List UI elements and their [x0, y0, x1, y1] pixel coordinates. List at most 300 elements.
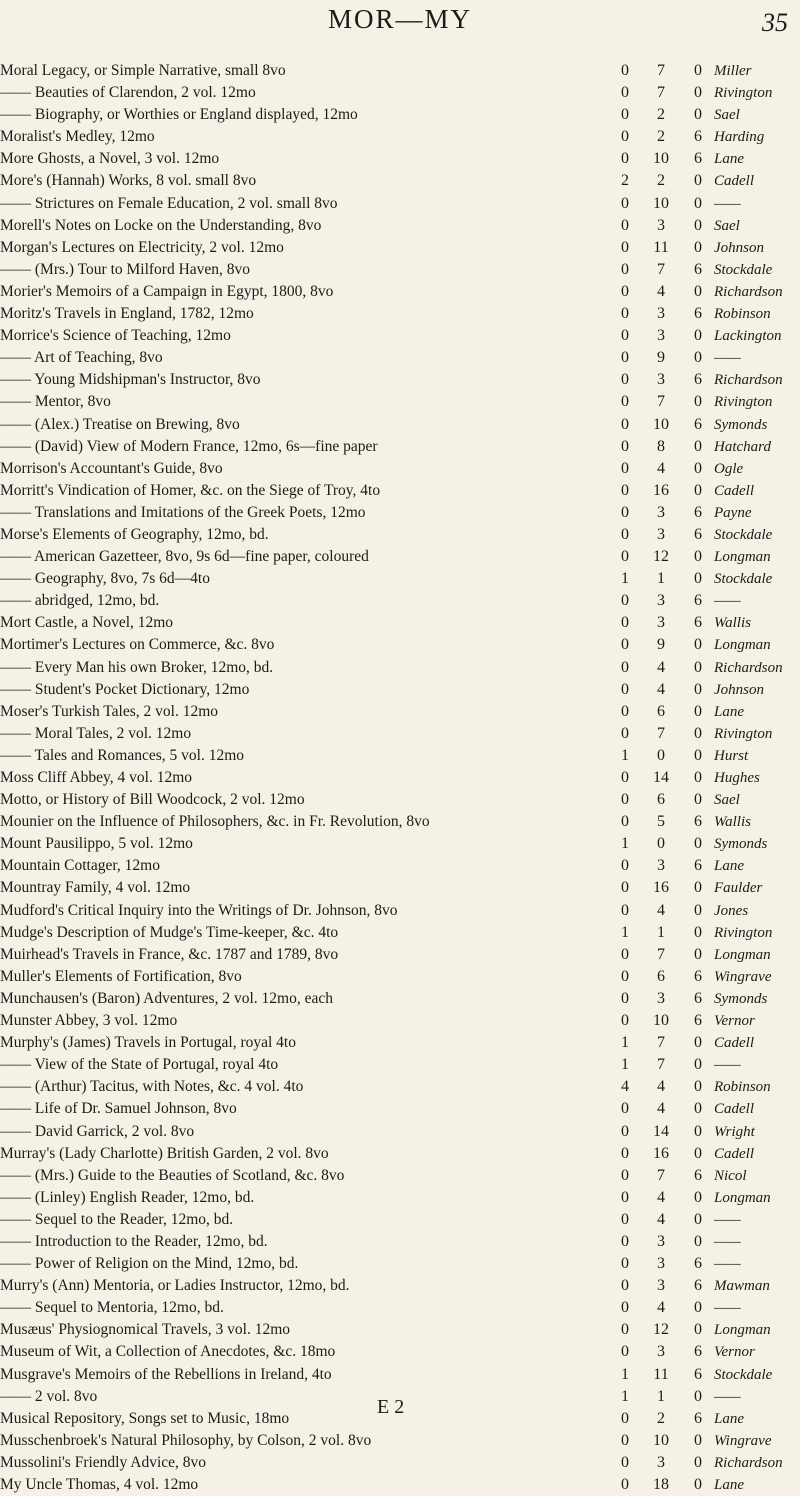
price-pence: 0 [694, 746, 702, 764]
price-shillings: 4 [657, 680, 665, 698]
publisher-name: Cadell [714, 1035, 754, 1052]
price-shillings: 4 [657, 901, 665, 919]
catalogue-entry [0, 767, 800, 789]
publisher-name: Longman [714, 549, 771, 566]
entry-title: Moritz's Travels in England, 1782, 12mo [0, 305, 254, 323]
entry-title: Munchausen's (Baron) Adventures, 2 vol. 12mo, each [0, 989, 333, 1007]
price-pence: 0 [694, 238, 702, 256]
catalogue-entry [0, 1121, 800, 1143]
price-pence: 6 [694, 813, 702, 831]
price-pence: 0 [694, 636, 702, 654]
catalogue-entry [0, 922, 800, 944]
price-pence: 0 [694, 901, 702, 919]
publisher-name: Cadell [714, 1145, 754, 1162]
publisher-name: Symonds [714, 990, 768, 1007]
price-shillings: 7 [657, 945, 665, 963]
price-pence: 6 [694, 614, 702, 632]
price-pounds: 0 [621, 1476, 629, 1493]
price-pence: 0 [694, 481, 702, 499]
price-shillings: 4 [657, 282, 665, 300]
entry-title: Munster Abbey, 3 vol. 12mo [0, 1012, 178, 1030]
price-pounds: 0 [621, 415, 629, 433]
catalogue-entry [0, 546, 800, 568]
catalogue-entry [0, 480, 800, 502]
publisher-name: Faulder [714, 880, 763, 897]
price-pence: 0 [694, 1078, 702, 1096]
price-pounds: 0 [621, 1144, 629, 1162]
entry-title: —— View of the State of Portugal, royal 4to [0, 1056, 279, 1074]
price-shillings: 3 [657, 989, 665, 1007]
publisher-name: Rivington [714, 924, 773, 941]
price-pence: 6 [694, 305, 702, 323]
publisher-name: Richardson [714, 372, 783, 389]
price-shillings: 4 [657, 1078, 665, 1096]
entry-title: Murray's (Lady Charlotte) British Garden, 2 vol. 8vo [0, 1144, 329, 1162]
page-header [0, 0, 800, 50]
catalogue-entry [0, 281, 800, 303]
entry-title: Moral Legacy, or Simple Narrative, small 8vo [0, 62, 286, 79]
price-pence: 6 [694, 1166, 702, 1184]
publisher-name: Cadell [714, 1101, 754, 1118]
catalogue-entry [0, 148, 800, 170]
catalogue-entry [0, 988, 800, 1010]
publisher-name: Hatchard [714, 438, 771, 455]
page-number: 35 [762, 8, 788, 37]
price-pence: 6 [694, 1409, 702, 1427]
catalogue-entry [0, 811, 800, 833]
entry-title: Muirhead's Travels in France, &c. 1787 and 1789, 8vo [0, 945, 339, 963]
price-pounds: 0 [621, 791, 629, 809]
publisher-name: Nicol [714, 1167, 747, 1184]
price-pounds: 0 [621, 1255, 629, 1273]
price-pounds: 0 [621, 1100, 629, 1118]
price-pence: 0 [694, 1299, 702, 1317]
publisher-name: Stockdale [714, 571, 773, 588]
catalogue-entry [0, 877, 800, 899]
price-pounds: 0 [621, 769, 629, 786]
price-pence: 0 [694, 172, 702, 190]
catalogue-entry [0, 1054, 800, 1076]
price-pence: 0 [694, 548, 702, 566]
price-pounds: 0 [621, 62, 629, 79]
publisher-name: —— [714, 593, 741, 610]
price-shillings: 6 [657, 967, 665, 985]
price-pounds: 2 [621, 172, 629, 190]
entry-title: —— (Mrs.) Guide to the Beauties of Scotland, &c. 8vo [0, 1166, 345, 1184]
price-shillings: 7 [657, 724, 665, 742]
price-shillings: 7 [657, 1034, 665, 1052]
catalogue-entry [0, 259, 800, 281]
entry-title: Muller's Elements of Fortification, 8vo [0, 967, 242, 985]
price-pounds: 0 [621, 989, 629, 1007]
price-pence: 6 [694, 1277, 702, 1295]
publisher-name: —— [714, 195, 741, 212]
publisher-name: —— [714, 1388, 741, 1405]
price-shillings: 7 [657, 1166, 665, 1184]
price-pounds: 0 [621, 1343, 629, 1361]
price-pence: 0 [694, 923, 702, 941]
price-pounds: 0 [621, 282, 629, 300]
publisher-name: Stockdale [714, 526, 773, 543]
price-shillings: 16 [653, 879, 669, 897]
publisher-name: Wingrave [714, 968, 772, 985]
price-shillings: 1 [657, 923, 665, 941]
price-pence: 0 [694, 1321, 702, 1339]
price-shillings: 2 [657, 106, 665, 124]
publisher-name: Vernor [714, 1013, 755, 1030]
entry-title: —— Power of Religion on the Mind, 12mo, bd. [0, 1255, 299, 1273]
publisher-name: Rivington [714, 85, 773, 102]
price-pounds: 1 [621, 746, 629, 764]
entry-title: Morell's Notes on Locke on the Understanding, 8vo [0, 216, 322, 234]
price-pence: 0 [694, 1144, 702, 1162]
entry-title: —— Biography, or Worthies or England displayed, 12mo [0, 106, 358, 124]
entry-title: Musical Repository, Songs set to Music, 18mo [0, 1409, 290, 1427]
price-pence: 6 [694, 1012, 702, 1030]
catalogue-entry [0, 634, 800, 656]
entry-title: Murphy's (James) Travels in Portugal, royal 4to [0, 1034, 296, 1052]
catalogue-entry [0, 1253, 800, 1275]
catalogue-entry [0, 303, 800, 325]
catalogue-entry [0, 170, 800, 192]
price-pence: 0 [694, 945, 702, 963]
price-pence: 6 [694, 525, 702, 543]
price-pence: 0 [694, 769, 702, 786]
price-pence: 0 [694, 327, 702, 345]
price-shillings: 0 [657, 835, 665, 853]
price-shillings: 12 [653, 1321, 669, 1339]
price-pounds: 0 [621, 1409, 629, 1427]
price-pence: 6 [694, 989, 702, 1007]
catalogue-entry [0, 1209, 800, 1231]
catalogue-entry [0, 60, 800, 82]
price-pence: 0 [694, 879, 702, 897]
price-shillings: 2 [657, 1409, 665, 1427]
catalogue-entry [0, 1474, 800, 1496]
publisher-name: Longman [714, 1189, 771, 1206]
price-pence: 0 [694, 1056, 702, 1074]
entry-title: —— Young Midshipman's Instructor, 8vo [0, 371, 261, 389]
publisher-name: Lane [714, 858, 744, 875]
entry-title: Mountray Family, 4 vol. 12mo [0, 879, 191, 897]
price-shillings: 3 [657, 305, 665, 323]
price-pence: 6 [694, 967, 702, 985]
catalogue-entry [0, 1032, 800, 1054]
entry-title: Musæus' Physiognomical Travels, 3 vol. 12mo [0, 1321, 291, 1339]
publisher-name: —— [714, 1211, 741, 1228]
price-pounds: 0 [621, 1210, 629, 1228]
printer-signature: E 2 [377, 1396, 405, 1418]
publisher-name: Robinson [714, 306, 771, 323]
price-pence: 6 [694, 150, 702, 168]
catalogue-entry [0, 458, 800, 480]
price-pounds: 0 [621, 680, 629, 698]
entry-title: —— David Garrick, 2 vol. 8vo [0, 1122, 195, 1140]
price-pence: 0 [694, 1034, 702, 1052]
price-shillings: 14 [653, 769, 669, 786]
publisher-name: Miller [714, 63, 752, 79]
entry-title: —— Strictures on Female Education, 2 vol. small 8vo [0, 194, 338, 212]
price-pence: 0 [694, 1122, 702, 1140]
price-pounds: 0 [621, 813, 629, 831]
entry-title: —— (Arthur) Tacitus, with Notes, &c. 4 vol. 4to [0, 1078, 304, 1096]
catalogue-entry [0, 414, 800, 436]
entry-title: Morrice's Science of Teaching, 12mo [0, 327, 231, 345]
price-pence: 0 [694, 1232, 702, 1250]
price-shillings: 1 [657, 1387, 665, 1405]
price-pounds: 0 [621, 1321, 629, 1339]
price-pounds: 0 [621, 1012, 629, 1030]
price-shillings: 5 [657, 813, 665, 831]
catalogue-entry [0, 1098, 800, 1120]
catalogue-entry [0, 1430, 800, 1452]
price-shillings: 18 [653, 1476, 669, 1493]
entry-title: —— Sequel to Mentoria, 12mo, bd. [0, 1299, 224, 1317]
catalogue-entry [0, 900, 800, 922]
price-pounds: 0 [621, 636, 629, 654]
entry-title: Morritt's Vindication of Homer, &c. on the Siege of Troy, 4to [0, 481, 381, 499]
price-shillings: 6 [657, 791, 665, 809]
publisher-name: Longman [714, 946, 771, 963]
entry-title: Morse's Elements of Geography, 12mo, bd. [0, 525, 269, 543]
price-pence: 0 [694, 702, 702, 720]
catalogue-entry [0, 944, 800, 966]
price-shillings: 8 [657, 437, 665, 455]
price-shillings: 3 [657, 1453, 665, 1471]
price-pounds: 1 [621, 1387, 629, 1405]
price-pounds: 4 [621, 1078, 629, 1096]
price-pounds: 0 [621, 349, 629, 367]
price-shillings: 16 [653, 1144, 669, 1162]
price-pounds: 0 [621, 150, 629, 168]
price-shillings: 10 [653, 150, 669, 168]
price-shillings: 2 [657, 172, 665, 190]
publisher-name: Lane [714, 703, 744, 720]
price-shillings: 3 [657, 525, 665, 543]
price-pence: 0 [694, 680, 702, 698]
entry-title: —— (Alex.) Treatise on Brewing, 8vo [0, 415, 240, 433]
catalogue-entries [0, 60, 800, 1493]
catalogue-entry [0, 325, 800, 347]
catalogue-entry [0, 1231, 800, 1253]
catalogue-entry [0, 1076, 800, 1098]
publisher-name: Stockdale [714, 261, 773, 278]
price-shillings: 0 [657, 746, 665, 764]
price-pounds: 1 [621, 1365, 629, 1383]
price-pence: 0 [694, 216, 702, 234]
entry-title: —— Tales and Romances, 5 vol. 12mo [0, 746, 245, 764]
price-shillings: 4 [657, 1100, 665, 1118]
price-pence: 6 [694, 1365, 702, 1383]
price-shillings: 4 [657, 1188, 665, 1206]
price-pounds: 0 [621, 128, 629, 146]
entry-title: —— Art of Teaching, 8vo [0, 349, 163, 367]
entry-title: —— Every Man his own Broker, 12mo, bd. [0, 658, 274, 676]
price-pounds: 1 [621, 1034, 629, 1052]
catalogue-entry [0, 966, 800, 988]
entry-title: Moss Cliff Abbey, 4 vol. 12mo [0, 769, 193, 786]
catalogue-entry [0, 1452, 800, 1474]
publisher-name: Richardson [714, 1454, 783, 1471]
catalogue-entry [0, 237, 800, 259]
entry-title: More Ghosts, a Novel, 3 vol. 12mo [0, 150, 220, 168]
publisher-name: Wallis [714, 814, 751, 831]
price-shillings: 4 [657, 1210, 665, 1228]
publisher-name: —— [714, 1233, 741, 1250]
entry-title: —— Introduction to the Reader, 12mo, bd. [0, 1232, 268, 1250]
price-pence: 0 [694, 437, 702, 455]
price-pounds: 0 [621, 1299, 629, 1317]
price-pence: 6 [694, 592, 702, 610]
price-pounds: 0 [621, 901, 629, 919]
price-pounds: 0 [621, 548, 629, 566]
catalogue-entry [0, 369, 800, 391]
publisher-name: Richardson [714, 659, 783, 676]
publisher-name: Sael [714, 217, 740, 234]
publisher-name: Symonds [714, 836, 768, 853]
price-pence: 6 [694, 371, 702, 389]
price-shillings: 11 [653, 238, 669, 256]
entry-title: Murry's (Ann) Mentoria, or Ladies Instructor, 12mo, bd. [0, 1277, 350, 1295]
price-pence: 6 [694, 1255, 702, 1273]
price-pounds: 0 [621, 945, 629, 963]
entry-title: —— Mentor, 8vo [0, 393, 111, 411]
price-pence: 6 [694, 1343, 702, 1361]
price-pence: 0 [694, 349, 702, 367]
price-pence: 0 [694, 106, 702, 124]
publisher-name: Sael [714, 792, 740, 809]
catalogue-entry [0, 657, 800, 679]
entry-title: —— (David) View of Modern France, 12mo, 6s—fine paper [0, 437, 378, 455]
publisher-name: Ogle [714, 460, 744, 477]
price-shillings: 3 [657, 592, 665, 610]
entry-title: —— Moral Tales, 2 vol. 12mo [0, 724, 192, 742]
publisher-name: Longman [714, 637, 771, 654]
price-shillings: 3 [657, 1255, 665, 1273]
price-pounds: 0 [621, 1122, 629, 1140]
price-pounds: 0 [621, 592, 629, 610]
price-pence: 0 [694, 1188, 702, 1206]
price-pence: 0 [694, 459, 702, 477]
publisher-name: Mawman [714, 1278, 770, 1295]
entry-title: Motto, or History of Bill Woodcock, 2 vol. 12mo [0, 791, 305, 809]
catalogue-entry [0, 568, 800, 590]
publisher-name: Rivington [714, 725, 773, 742]
price-pence: 6 [694, 857, 702, 875]
catalogue-entry [0, 347, 800, 369]
catalogue-entry [0, 679, 800, 701]
publisher-name: Cadell [714, 173, 754, 190]
catalogue-entry [0, 524, 800, 546]
price-pence: 0 [694, 1100, 702, 1118]
publisher-name: Robinson [714, 1079, 771, 1096]
price-pence: 0 [694, 84, 702, 102]
price-pounds: 0 [621, 106, 629, 124]
publisher-name: Symonds [714, 416, 768, 433]
entry-title: Mounier on the Influence of Philosophers, &c. in Fr. Revolution, 8vo [0, 813, 430, 831]
price-shillings: 3 [657, 327, 665, 345]
publisher-name: Hurst [714, 747, 749, 764]
publisher-name: Lane [714, 1477, 744, 1493]
catalogue-entry [0, 612, 800, 634]
catalogue-entry [0, 193, 800, 215]
price-pounds: 0 [621, 459, 629, 477]
publisher-name: Johnson [714, 239, 764, 256]
price-pounds: 0 [621, 194, 629, 212]
entry-title: —— (Linley) English Reader, 12mo, bd. [0, 1188, 255, 1206]
catalogue-entry [0, 1297, 800, 1319]
price-pence: 0 [694, 1431, 702, 1449]
entry-title: Mount Pausilippo, 5 vol. 12mo [0, 835, 193, 853]
price-shillings: 3 [657, 1232, 665, 1250]
publisher-name: Johnson [714, 681, 764, 698]
catalogue-entry [0, 1319, 800, 1341]
entry-title: —— abridged, 12mo, bd. [0, 592, 160, 610]
catalogue-entry [0, 104, 800, 126]
publisher-name: Richardson [714, 283, 783, 300]
entry-title: Museum of Wit, a Collection of Anecdotes, &c. 18mo [0, 1343, 336, 1361]
catalogue-entry [0, 1275, 800, 1297]
catalogue-entry [0, 789, 800, 811]
price-pounds: 0 [621, 1453, 629, 1471]
price-pence: 6 [694, 260, 702, 278]
entry-title: Morrison's Accountant's Guide, 8vo [0, 459, 223, 477]
catalogue-entry [0, 502, 800, 524]
price-pounds: 0 [621, 216, 629, 234]
catalogue-entry [0, 436, 800, 458]
price-shillings: 7 [657, 393, 665, 411]
publisher-name: Lackington [714, 328, 782, 345]
price-shillings: 11 [653, 1365, 669, 1383]
price-pence: 0 [694, 1210, 702, 1228]
entry-title: Morier's Memoirs of a Campaign in Egypt, 1800, 8vo [0, 282, 334, 300]
price-pence: 0 [694, 835, 702, 853]
price-pounds: 1 [621, 1056, 629, 1074]
price-pounds: 0 [621, 1166, 629, 1184]
publisher-name: Lane [714, 151, 744, 168]
publisher-name: Sael [714, 107, 740, 124]
price-shillings: 3 [657, 503, 665, 521]
entry-title: Mussolini's Friendly Advice, 8vo [0, 1453, 207, 1471]
price-shillings: 3 [657, 857, 665, 875]
price-pence: 0 [694, 658, 702, 676]
price-shillings: 6 [657, 702, 665, 720]
price-shillings: 16 [653, 481, 669, 499]
price-pence: 0 [694, 194, 702, 212]
entry-title: Morgan's Lectures on Electricity, 2 vol. 12mo [0, 238, 284, 256]
price-pence: 0 [694, 393, 702, 411]
entry-title: Mountain Cottager, 12mo [0, 857, 160, 875]
price-shillings: 10 [653, 1012, 669, 1030]
publisher-name: Stockdale [714, 1366, 773, 1383]
entry-title: More's (Hannah) Works, 8 vol. small 8vo [0, 172, 257, 190]
price-pounds: 0 [621, 1188, 629, 1206]
price-pounds: 0 [621, 614, 629, 632]
price-shillings: 9 [657, 349, 665, 367]
price-pounds: 0 [621, 967, 629, 985]
price-shillings: 4 [657, 1299, 665, 1317]
catalogue-entry [0, 126, 800, 148]
publisher-name: Hughes [714, 770, 760, 786]
price-pence: 0 [694, 724, 702, 742]
price-shillings: 3 [657, 216, 665, 234]
price-shillings: 7 [657, 260, 665, 278]
price-pence: 0 [694, 1387, 702, 1405]
price-shillings: 7 [657, 84, 665, 102]
entry-title: Mort Castle, a Novel, 12mo [0, 614, 174, 632]
publisher-name: Vernor [714, 1344, 755, 1361]
price-pence: 0 [694, 791, 702, 809]
